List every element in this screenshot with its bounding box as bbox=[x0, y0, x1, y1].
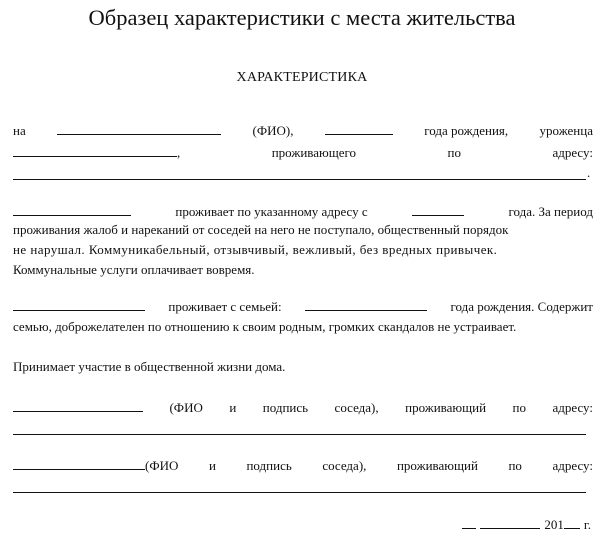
p2-line-1 bbox=[13, 202, 593, 222]
p3-line-1 bbox=[13, 297, 593, 317]
neighbor-1-w4: соседа), bbox=[334, 400, 379, 415]
p3-lives-with: проживает с семьей: bbox=[168, 299, 282, 314]
neighbor-1-w3: подпись bbox=[262, 400, 309, 415]
neighbor-1-w1: (ФИО bbox=[169, 400, 203, 415]
neighbor-2-line bbox=[13, 456, 593, 476]
address-blank[interactable] bbox=[13, 179, 586, 180]
neighbor-1-signature-blank[interactable] bbox=[13, 398, 143, 412]
p1-word-living: проживающего bbox=[271, 145, 357, 160]
p3-line-2: семью, доброжелателен по отношению к своим родным, громких скандалов не устраивает. bbox=[13, 319, 517, 334]
date-day-blank[interactable] bbox=[462, 515, 476, 529]
birth-year-blank[interactable] bbox=[325, 121, 393, 135]
p1-word-fio: (ФИО), bbox=[252, 123, 294, 138]
date-year-prefix: 201 bbox=[544, 517, 564, 532]
neighbor-1-w6: по bbox=[512, 400, 526, 415]
date-month-blank[interactable] bbox=[480, 515, 540, 529]
p1-word-year-birth: года рождения, bbox=[424, 123, 509, 138]
resident-name-blank[interactable] bbox=[13, 202, 131, 216]
neighbor-1-line bbox=[13, 398, 593, 418]
document-heading: ХАРАКТЕРИСТИКА bbox=[236, 70, 368, 85]
neighbor-1-w2: и bbox=[229, 400, 237, 415]
p1-line-1 bbox=[13, 121, 593, 141]
p1-word-on: на bbox=[13, 123, 26, 138]
p2-lives-at: проживает по указанному адресу с bbox=[175, 204, 368, 219]
date-year-blank[interactable] bbox=[564, 515, 580, 529]
p1-word-address: адресу: bbox=[552, 145, 593, 160]
neighbor-2-w3: подпись bbox=[246, 458, 292, 473]
p1-line-2 bbox=[13, 143, 593, 163]
birthplace-blank[interactable] bbox=[13, 143, 177, 157]
p1-comma: , bbox=[177, 145, 181, 160]
neighbor-2-w5: проживающий bbox=[396, 458, 478, 473]
neighbor-2-signature-blank[interactable] bbox=[13, 456, 145, 470]
document-title: Образец характеристики с места жительства bbox=[88, 5, 516, 30]
neighbor-1-address-blank[interactable] bbox=[13, 434, 586, 435]
p2-line-3: не нарушал. Коммуникабельный, отзывчивый, вежливый, без вредных привычек. bbox=[13, 242, 498, 257]
neighbor-2-w7: адресу: bbox=[552, 458, 593, 473]
neighbor-2-w6: по bbox=[508, 458, 522, 473]
p2-line-2: проживания жалоб и нареканий от соседей на него не поступало, общественный порядок bbox=[13, 222, 509, 237]
p1-word-native: уроженца bbox=[539, 123, 593, 138]
p2-year-period: года. За период bbox=[508, 204, 593, 219]
p1-dot: . bbox=[587, 165, 591, 180]
neighbor-1-w7: адресу: bbox=[552, 400, 593, 415]
family-members-blank[interactable] bbox=[305, 297, 427, 311]
birthplace-group bbox=[13, 143, 180, 163]
fio-blank[interactable] bbox=[57, 121, 221, 135]
p1-word-by: по bbox=[447, 145, 461, 160]
family-resident-blank[interactable] bbox=[13, 297, 145, 311]
neighbor-2-w2: и bbox=[208, 458, 216, 473]
neighbor-2-w1: (ФИО bbox=[145, 458, 179, 473]
p2-line-4: Коммунальные услуги оплачивает вовремя. bbox=[13, 262, 255, 277]
neighbor-2-first-group bbox=[13, 456, 178, 476]
neighbor-2-address-blank[interactable] bbox=[13, 492, 586, 493]
p3-year-supports: года рождения. Содержит bbox=[450, 299, 593, 314]
neighbor-2-w4: соседа), bbox=[322, 458, 367, 473]
date-suffix: г. bbox=[583, 517, 591, 532]
since-year-blank[interactable] bbox=[412, 202, 464, 216]
date-line bbox=[462, 515, 591, 535]
p4-line-1: Принимает участие в общественной жизни дома. bbox=[13, 359, 286, 374]
neighbor-1-w5: проживающий bbox=[405, 400, 487, 415]
